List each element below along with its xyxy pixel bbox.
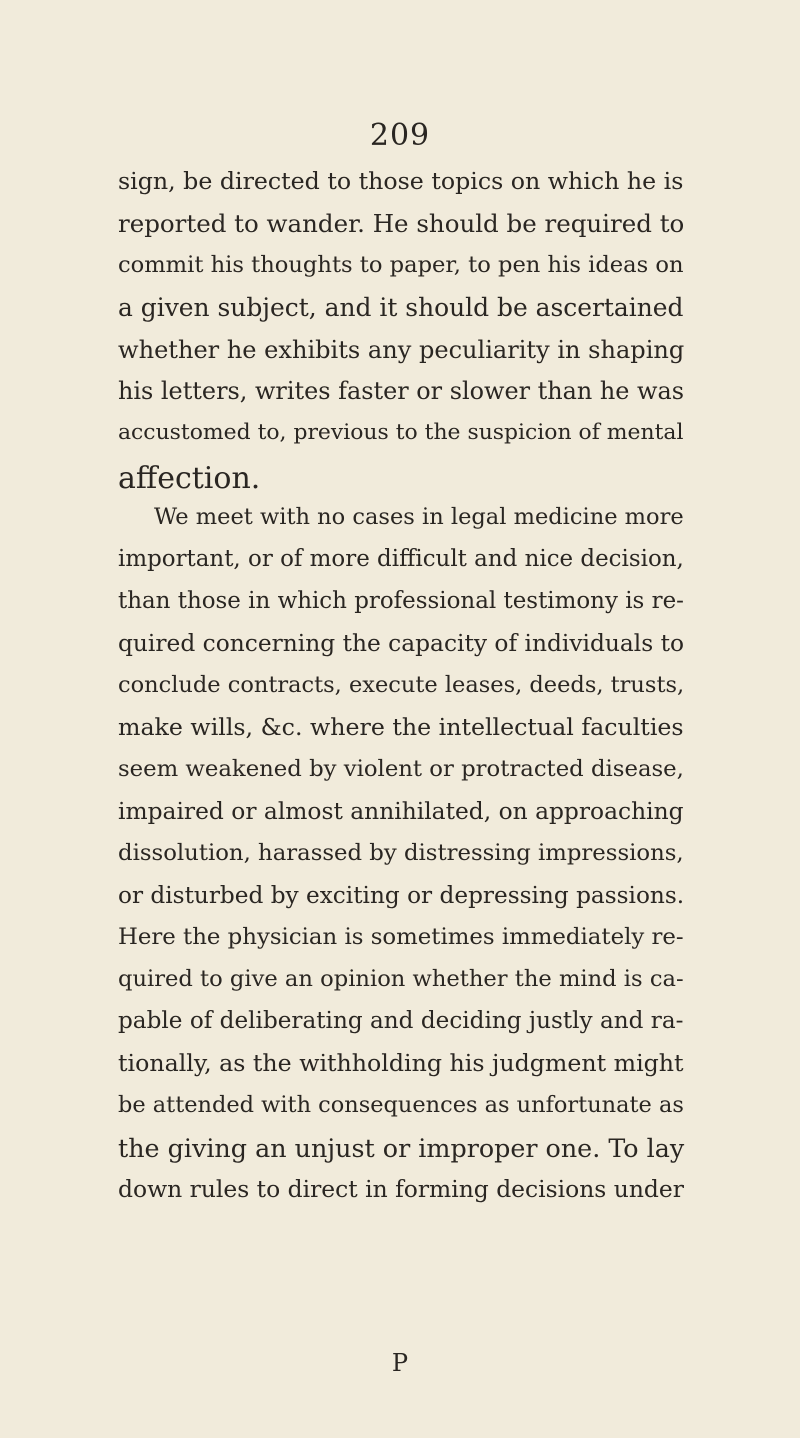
- signature-mark: P: [391, 1349, 409, 1377]
- text-line: whether he exhibits any peculiarity in shaping: [118, 336, 685, 364]
- text-line: sign, be directed to those topics on which he is: [118, 167, 684, 195]
- page-number: 209: [369, 118, 431, 153]
- text-line: or disturbed by exciting or depressing passions.: [118, 882, 685, 909]
- text-line: pable of deliberating and deciding justly and ra-: [118, 1008, 684, 1034]
- text-line: a given subject, and it should be ascertained: [118, 293, 684, 322]
- text-line: his letters, writes faster or slower than he was: [118, 377, 685, 405]
- text-line: the giving an unjust or improper one. To lay: [118, 1133, 685, 1163]
- text-line: accustomed to, previous to the suspicion of mental: [118, 420, 684, 445]
- text-line: Here the physician is sometimes immediately re-: [118, 924, 684, 950]
- text-line: impaired or almost annihilated, on approaching: [118, 797, 684, 825]
- text-line: dissolution, harassed by distressing impressions,: [118, 840, 684, 866]
- text-line: be attended with consequences as unfortunate as: [118, 1092, 684, 1118]
- text-line: We meet with no cases in legal medicine more: [154, 504, 684, 530]
- text-line: quired concerning the capacity of individuals to: [118, 630, 685, 657]
- text-line: reported to wander. He should be required to: [118, 209, 685, 238]
- text-line: down rules to direct in forming decisions under: [118, 1175, 684, 1203]
- text-line: than those in which professional testimony is re-: [118, 588, 684, 614]
- text-line: tionally, as the withholding his judgment might: [118, 1049, 684, 1077]
- text-line: seem weakened by violent or protracted disease,: [118, 756, 684, 782]
- text-line: quired to give an opinion whether the mind is ca-: [118, 966, 684, 992]
- text-line: conclude contracts, execute leases, deeds, trusts,: [118, 672, 685, 698]
- text-line: make wills, &c. where the intellectual faculties: [118, 713, 684, 741]
- text-line: important, or of more difficult and nice decision,: [118, 546, 684, 572]
- text-line: commit his thoughts to paper, to pen his ideas on: [118, 252, 684, 278]
- text-line: affection.: [118, 461, 261, 496]
